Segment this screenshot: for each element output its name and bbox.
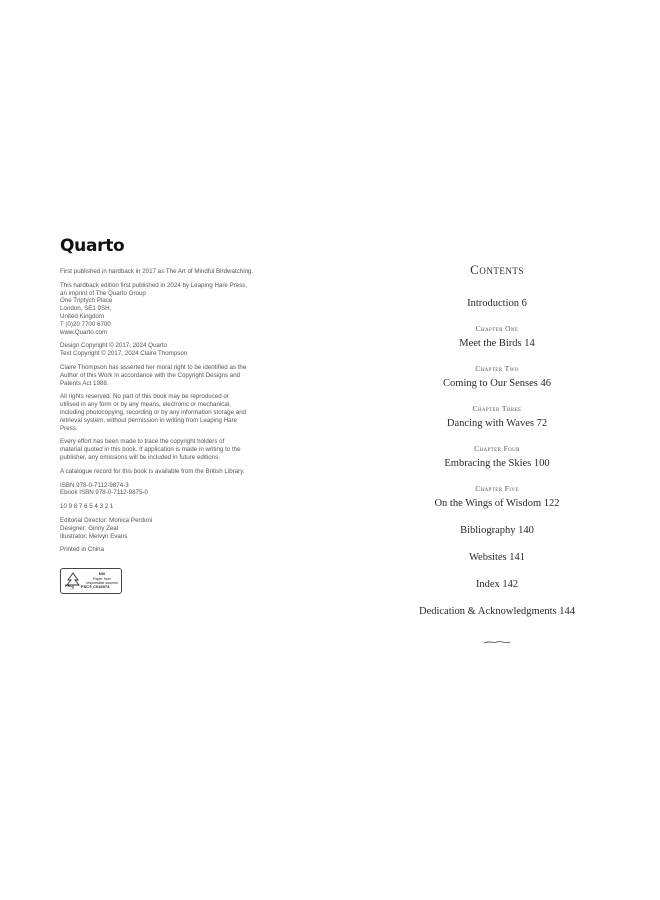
toc-entry	[397, 605, 597, 618]
imprint-line: Designer: Ginny Zeal	[60, 524, 119, 532]
toc-entry-title: Meet the Birds 14	[459, 338, 535, 349]
contents-title: Contents	[470, 262, 524, 277]
imprint-paragraph	[60, 517, 285, 540]
imprint-line: retrieval system, without permission in writing from Leaping Hare	[60, 416, 238, 424]
fsc-mark: FSC	[65, 584, 73, 589]
fsc-logo	[60, 568, 122, 594]
imprint-line: All rights reserved. No part of this book may be reproduced or	[60, 393, 229, 401]
toc-entry	[397, 444, 597, 470]
chapter-label: Chapter Four	[474, 444, 520, 453]
imprint-line: material quoted in this book. If application is made in writing to the	[60, 446, 241, 454]
imprint-line: Text Copyright © 2017, 2024 Claire Thompson	[60, 350, 188, 358]
toc-entry-title: Coming to Our Senses 46	[443, 378, 551, 389]
toc-entry	[397, 297, 597, 310]
fsc-code: FSC® C016973	[81, 584, 110, 590]
imprint-line: Press.	[60, 424, 78, 432]
toc-entry-title: Bibliography 140	[460, 525, 534, 536]
chapter-label: Chapter One	[475, 324, 519, 333]
imprint-line: Author of this Work in accordance with the Copyright Designs and	[60, 371, 241, 379]
imprint-line: This hardback edition first published in 2024 by Leaping Hare Press,	[60, 281, 248, 289]
toc-entry-title: Dedication & Acknowledgments 144	[418, 606, 575, 617]
toc-entry	[397, 551, 597, 564]
imprint-line: T (0)20 7700 6700	[60, 320, 111, 328]
chapter-label: Chapter Two	[475, 364, 519, 373]
imprint-paragraph	[60, 546, 285, 554]
imprint-line: utilised in any form or by any means, electronic or mechanical,	[60, 401, 231, 409]
imprint-paragraph	[60, 482, 285, 498]
fsc-line3: responsible sources	[86, 580, 118, 585]
flourish-icon	[482, 639, 512, 645]
imprint-paragraph	[60, 282, 285, 337]
toc-entry-title: Embracing the Skies 100	[444, 458, 550, 469]
imprint-paragraph	[60, 468, 285, 476]
fsc-line2: Paper from	[93, 576, 111, 581]
imprint-line: 10 9 8 7 6 5 4 3 2 1	[60, 503, 114, 511]
toc-entry	[397, 578, 597, 591]
imprint-line: One Triptych Place	[60, 297, 113, 305]
imprint-line: Claire Thompson has asserted her moral right to be identified as the	[60, 363, 247, 371]
flourish-ornament	[397, 632, 597, 650]
toc-entry	[397, 484, 597, 510]
toc-entry	[397, 364, 597, 390]
contents-column	[397, 262, 597, 650]
toc-entry-title: Dancing with Waves 72	[446, 418, 548, 429]
imprint-line: Patents Act 1988.	[60, 379, 109, 387]
imprint-line: United Kingdom	[60, 312, 105, 320]
imprint-paragraph	[60, 268, 285, 276]
imprint-paragraph	[60, 438, 285, 461]
imprint-line: including photocopying, recording or by any information storage and	[60, 408, 247, 416]
toc-entry-title: Websites 141	[468, 552, 526, 563]
imprint-line: A catalogue record for this book is available from the British Library.	[60, 467, 245, 475]
chapter-label: Chapter Three	[472, 404, 522, 413]
imprint-line: Ebook ISBN 978-0-7112-9875-0	[60, 489, 148, 497]
imprint-paragraph	[60, 364, 285, 387]
imprint-text	[60, 268, 285, 554]
imprint-line: Editorial Director: Monica Perdoni	[60, 516, 153, 524]
contents-list	[397, 297, 597, 618]
toc-entry-title: Index 142	[475, 579, 519, 590]
publisher-logo: Quarto	[60, 236, 125, 256]
imprint-line: London, SE1 9SH,	[60, 305, 112, 313]
imprint-line: Printed in China	[60, 546, 105, 554]
toc-entry	[397, 324, 597, 350]
toc-entry	[397, 404, 597, 430]
imprint-paragraph	[60, 342, 285, 358]
imprint-paragraph	[60, 393, 285, 432]
imprint-line: an imprint of The Quarto Group	[60, 289, 146, 297]
imprint-line: www.Quarto.com	[60, 328, 108, 336]
imprint-line: publisher, any omissions will be included in future editions.	[60, 453, 220, 461]
imprint-column	[60, 236, 285, 594]
fsc-mix: MIX	[98, 572, 106, 577]
toc-entry	[397, 524, 597, 537]
imprint-line: Design Copyright © 2017, 2024 Quarto	[60, 342, 168, 350]
toc-entry-title: Introduction 6	[467, 298, 527, 309]
imprint-line: Illustrator: Melvyn Evans	[60, 532, 128, 540]
imprint-line: First published in hardback in 2017 as The Art of Mindful Birdwatching.	[60, 268, 254, 275]
imprint-paragraph	[60, 503, 285, 511]
chapter-label: Chapter Five	[475, 484, 519, 493]
imprint-line: Every effort has been made to trace the copyright holders of	[60, 438, 225, 446]
imprint-line: ISBN 978-0-7112-9874-3	[60, 481, 129, 489]
toc-entry-title: On the Wings of Wisdom 122	[434, 498, 560, 509]
